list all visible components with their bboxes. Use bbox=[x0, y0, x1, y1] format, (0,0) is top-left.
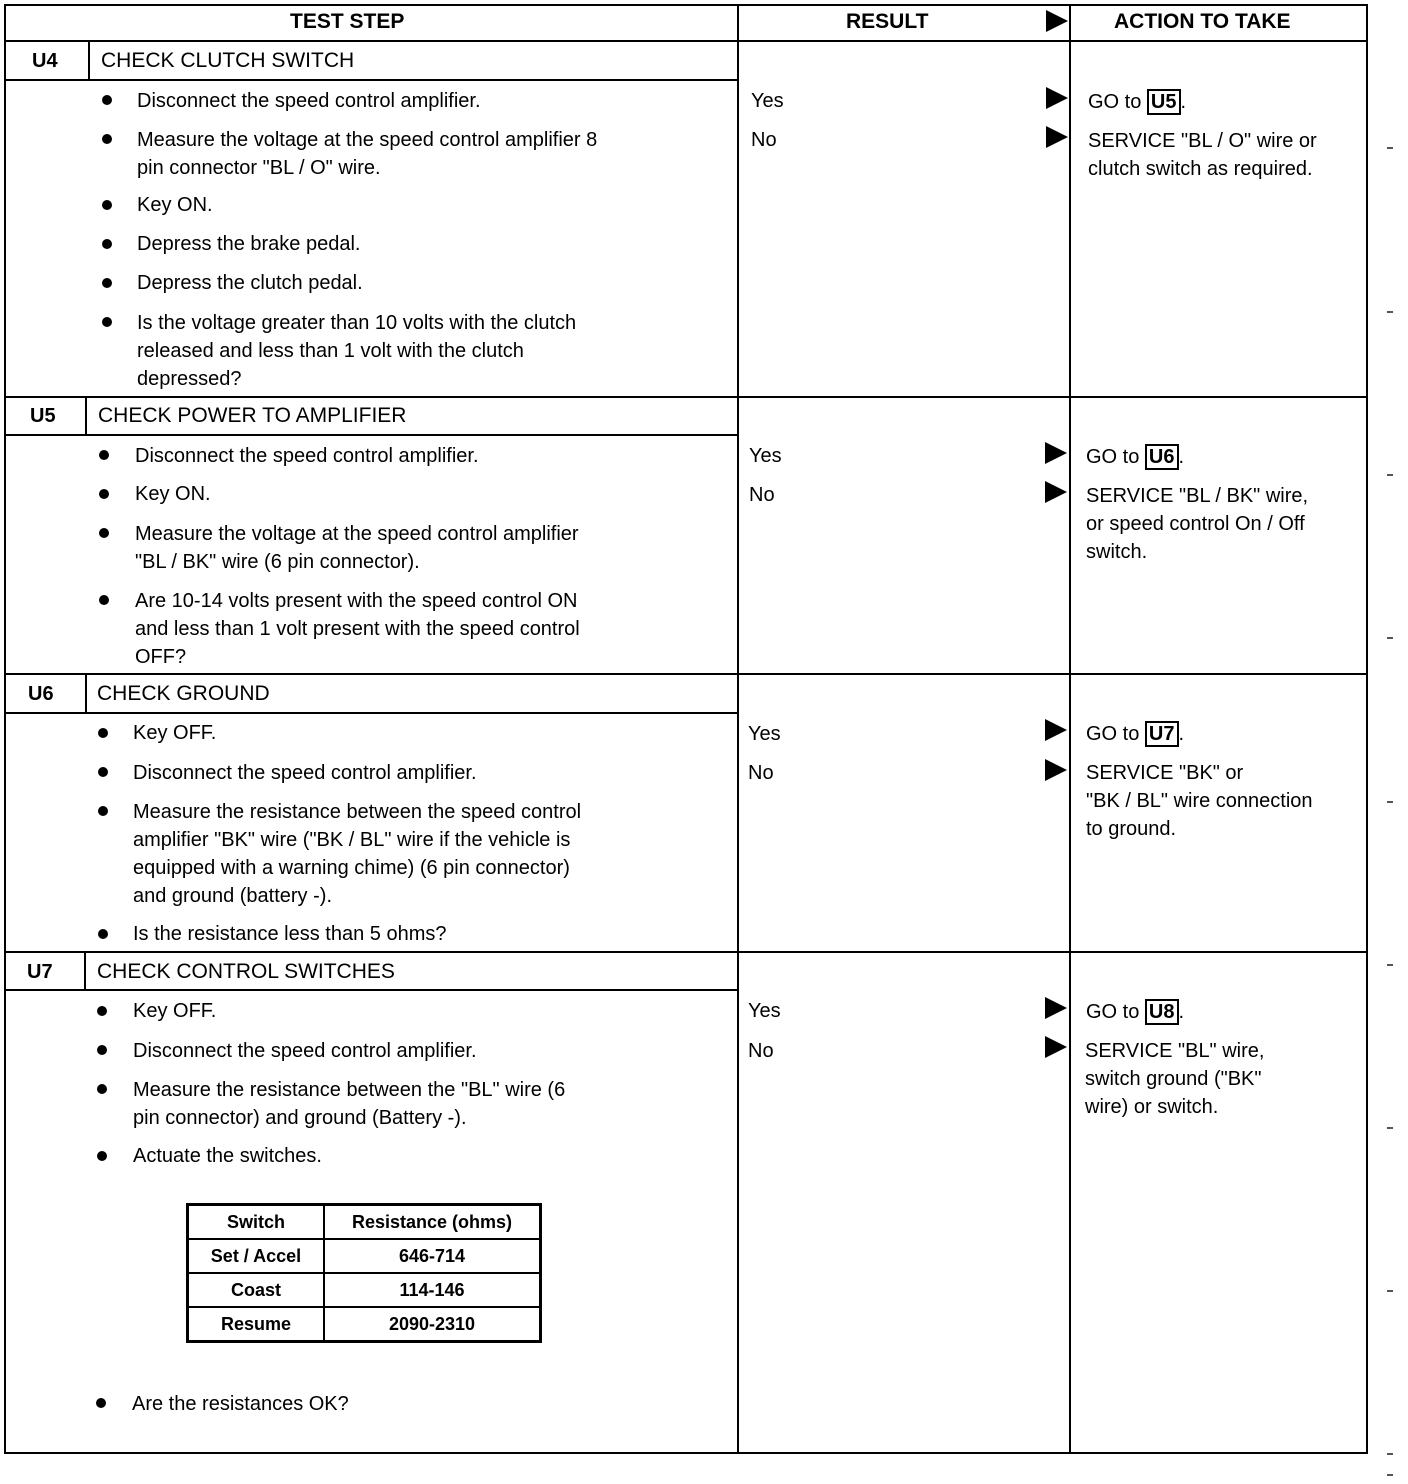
result-arrow-icon bbox=[1045, 1036, 1067, 1058]
result-arrow-icon bbox=[1046, 87, 1068, 109]
title-underline bbox=[4, 79, 738, 81]
result-yes: Yes bbox=[748, 1000, 781, 1022]
bullet-dot bbox=[102, 134, 112, 144]
margin-mark bbox=[1387, 1127, 1393, 1129]
header-arrow-icon bbox=[1046, 10, 1068, 32]
bullet-dot bbox=[97, 1084, 107, 1094]
step-instruction: Measure the voltage at the speed control amplifier "BL / BK" wire (6 pin connector). bbox=[135, 523, 579, 573]
result-no: No bbox=[751, 129, 777, 151]
step-instruction: Are 10-14 volts present with the speed control ON and less than 1 volt present with the speed control OFF? bbox=[135, 590, 580, 668]
no-action: SERVICE "BL" wire, switch ground ("BK" wire) or switch. bbox=[1085, 1040, 1265, 1118]
header-action-to-take: ACTION TO TAKE bbox=[1114, 10, 1291, 33]
margin-mark bbox=[1387, 1290, 1393, 1292]
result-arrow-icon bbox=[1045, 442, 1067, 464]
result-yes: Yes bbox=[748, 723, 781, 745]
column-divider-action bbox=[1069, 4, 1071, 1454]
step-instruction: Disconnect the speed control amplifier. bbox=[137, 90, 481, 112]
step-id: U6 bbox=[28, 683, 54, 705]
bullet-dot bbox=[98, 767, 108, 777]
step-instruction: Measure the resistance between the speed control amplifier "BK" wire ("BK / BL" wire if the vehicle is equipped with a warning chime) (6 pin connector) and ground (battery -). bbox=[133, 801, 582, 907]
bullet-dot bbox=[102, 95, 112, 105]
step-divider bbox=[4, 396, 1368, 398]
margin-mark bbox=[1387, 474, 1393, 476]
bullet-dot bbox=[97, 1006, 107, 1016]
result-no: No bbox=[748, 1040, 774, 1062]
yes-action: GO to U8 . bbox=[1086, 1001, 1185, 1023]
result-arrow-icon bbox=[1045, 719, 1067, 741]
header-divider bbox=[4, 40, 1368, 42]
bullet-dot bbox=[99, 595, 109, 605]
step-instruction: Depress the clutch pedal. bbox=[137, 272, 363, 294]
table-row bbox=[188, 1307, 541, 1342]
step-id: U5 bbox=[30, 405, 56, 427]
step-instruction: Disconnect the speed control amplifier. bbox=[133, 1040, 477, 1062]
bullet-dot bbox=[96, 1398, 106, 1408]
no-action: SERVICE "BK" or "BK / BL" wire connection to ground. bbox=[1086, 762, 1313, 840]
column-divider-result bbox=[737, 4, 739, 1454]
step-id: U4 bbox=[32, 50, 58, 72]
bullet-dot bbox=[99, 528, 109, 538]
margin-mark bbox=[1387, 147, 1393, 149]
margin-mark bbox=[1387, 637, 1393, 639]
step-reference[interactable]: U6 bbox=[1145, 444, 1179, 470]
switch-resistance-table bbox=[186, 1203, 542, 1343]
step-instruction: Is the voltage greater than 10 volts with the clutch released and less than 1 volt with the clutch depressed? bbox=[137, 312, 577, 390]
margin-mark bbox=[1387, 311, 1393, 313]
step-title: CHECK CONTROL SWITCHES bbox=[97, 960, 395, 983]
header-test-step: TEST STEP bbox=[290, 10, 405, 33]
bullet-dot bbox=[97, 1151, 107, 1161]
table-cell: 646-714 bbox=[324, 1239, 541, 1273]
no-action: SERVICE "BL / O" wire or clutch switch as required. bbox=[1088, 130, 1317, 180]
step-divider bbox=[4, 951, 1368, 953]
margin-mark bbox=[1387, 801, 1393, 803]
step-divider bbox=[4, 673, 1368, 675]
table-row bbox=[188, 1273, 541, 1307]
bullet-dot bbox=[102, 278, 112, 288]
step-reference[interactable]: U5 bbox=[1147, 89, 1181, 115]
bullet-dot bbox=[98, 806, 108, 816]
table-header-cell: Resistance (ohms) bbox=[324, 1205, 541, 1240]
table-row bbox=[188, 1239, 541, 1273]
bullet-dot bbox=[99, 489, 109, 499]
title-underline bbox=[4, 434, 738, 436]
result-yes: Yes bbox=[749, 445, 782, 467]
margin-mark bbox=[1387, 964, 1393, 966]
result-arrow-icon bbox=[1045, 759, 1067, 781]
step-instruction: Depress the brake pedal. bbox=[137, 233, 361, 255]
step-id-divider bbox=[85, 396, 87, 436]
bullet-dot bbox=[98, 929, 108, 939]
bullet-dot bbox=[102, 200, 112, 210]
result-arrow-icon bbox=[1046, 126, 1068, 148]
step-instruction: Is the resistance less than 5 ohms? bbox=[133, 923, 447, 945]
table-header-cell: Switch bbox=[188, 1205, 325, 1240]
bullet-dot bbox=[99, 450, 109, 460]
margin-mark bbox=[1387, 1453, 1393, 1455]
table-cell: Set / Accel bbox=[188, 1239, 325, 1273]
yes-action: GO to U6 . bbox=[1086, 446, 1185, 468]
result-arrow-icon bbox=[1045, 997, 1067, 1019]
step-instruction: Key ON. bbox=[135, 483, 211, 505]
bullet-dot bbox=[102, 317, 112, 327]
yes-action: GO to U5 . bbox=[1088, 91, 1187, 113]
step-title: CHECK CLUTCH SWITCH bbox=[101, 49, 355, 72]
step-title: CHECK POWER TO AMPLIFIER bbox=[98, 404, 407, 427]
step-reference[interactable]: U7 bbox=[1145, 721, 1179, 747]
table-cell: 114-146 bbox=[324, 1273, 541, 1307]
step-instruction: Actuate the switches. bbox=[133, 1145, 322, 1167]
step-instruction: Key ON. bbox=[137, 194, 213, 216]
step-id-divider bbox=[85, 673, 87, 713]
result-no: No bbox=[749, 484, 775, 506]
margin-mark bbox=[1387, 1474, 1393, 1476]
step-instruction: Are the resistances OK? bbox=[132, 1393, 349, 1415]
table-header-row bbox=[188, 1205, 541, 1240]
bullet-dot bbox=[97, 1045, 107, 1055]
no-action: SERVICE "BL / BK" wire, or speed control On / Off switch. bbox=[1086, 485, 1309, 563]
step-id: U7 bbox=[27, 961, 53, 983]
bullet-dot bbox=[98, 728, 108, 738]
step-instruction: Measure the voltage at the speed control amplifier 8 pin connector "BL / O" wire. bbox=[137, 129, 598, 179]
title-underline bbox=[4, 712, 738, 714]
step-id-divider bbox=[88, 40, 90, 80]
step-title: CHECK GROUND bbox=[97, 682, 270, 705]
header-result: RESULT bbox=[846, 10, 929, 33]
step-id-divider bbox=[84, 951, 86, 991]
step-instruction: Key OFF. bbox=[133, 722, 217, 744]
step-instruction: Measure the resistance between the "BL" wire (6 pin connector) and ground (Battery -). bbox=[133, 1079, 566, 1129]
result-arrow-icon bbox=[1045, 481, 1067, 503]
table-cell: Resume bbox=[188, 1307, 325, 1342]
step-reference[interactable]: U8 bbox=[1145, 999, 1179, 1025]
table-cell: Coast bbox=[188, 1273, 325, 1307]
step-instruction: Key OFF. bbox=[133, 1000, 217, 1022]
yes-action: GO to U7 . bbox=[1086, 723, 1185, 745]
table-cell: 2090-2310 bbox=[324, 1307, 541, 1342]
step-instruction: Disconnect the speed control amplifier. bbox=[135, 445, 479, 467]
result-yes: Yes bbox=[751, 90, 784, 112]
step-instruction: Disconnect the speed control amplifier. bbox=[133, 762, 477, 784]
bullet-dot bbox=[102, 239, 112, 249]
result-no: No bbox=[748, 762, 774, 784]
title-underline bbox=[4, 989, 738, 991]
